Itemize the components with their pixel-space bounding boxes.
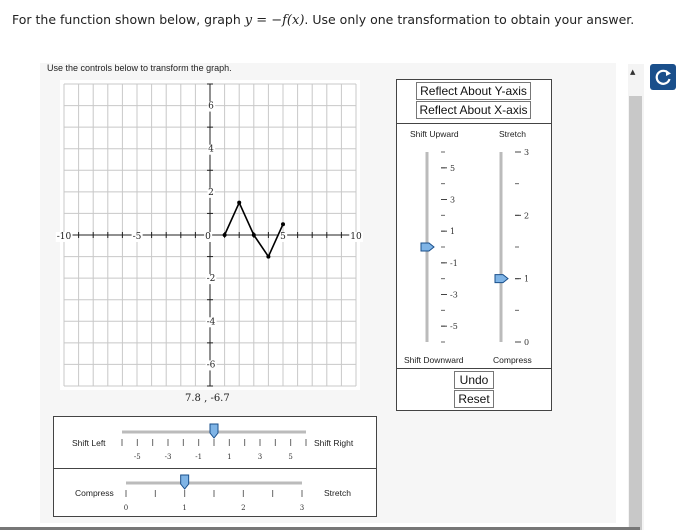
horizontal-stretch-tick-label: 0 [123,504,129,512]
panel-divider-top [397,123,551,124]
refresh-icon [650,64,676,90]
question-equation: y = −f(x) [244,13,305,28]
x-tick-label: -10 [56,232,72,242]
vertical-shift-tick-label: -1 [450,258,458,268]
horizontal-stretch-tick-label: 2 [241,504,246,512]
vertical-shift-tick-label: 1 [450,227,456,237]
function-vertex [266,255,270,259]
x-tick-label: 0 [205,232,211,242]
x-tick-label: 5 [280,232,286,242]
horizontal-shift-tick-label: 3 [257,453,263,461]
function-vertex [252,233,256,237]
horizontal-shift-slider[interactable] [116,417,312,467]
horizontal-shift-tick-label: -5 [133,453,141,461]
shift-left-label: Shift Left [72,438,106,448]
vertical-shift-tick-label: 3 [450,195,456,205]
y-tick-label: 4 [208,144,214,155]
compress-label-vertical: Compress [493,355,532,365]
scroll-up-arrow-icon[interactable]: ▲ [630,68,636,76]
y-tick-label: 6 [208,101,214,112]
y-tick-label: -2 [206,274,216,285]
horizontal-shift-tick-label: -3 [164,453,172,461]
vertical-shift-tick-label: -3 [450,290,458,300]
compress-label-horizontal: Compress [75,488,114,498]
vertical-stretch-slider[interactable] [489,142,539,352]
y-tick-label: -4 [206,317,216,328]
y-tick-label: 2 [208,187,214,198]
stretch-label-vertical: Stretch [499,129,526,139]
y-tick-label: -6 [206,360,216,371]
horizontal-controls-panel [53,416,377,517]
vertical-stretch-tick-label: 0 [524,338,530,347]
question-suffix: . Use only one transformation to obtain your answer. [304,12,635,27]
vertical-shift-slider[interactable] [415,142,465,352]
reset-button[interactable]: Reset [454,390,494,408]
graph-canvas[interactable] [56,80,362,390]
function-vertex [223,233,227,237]
function-vertex [281,222,285,226]
horizontal-shift-handle[interactable] [210,424,218,438]
x-tick-label: 10 [350,232,362,242]
stretch-label-horizontal: Stretch [324,488,351,498]
reflect-y-button[interactable]: Reflect About Y-axis [416,82,531,100]
question-text [12,12,634,28]
horizontal-stretch-slider[interactable] [116,468,312,518]
shift-upward-label: Shift Upward [410,129,459,139]
horizontal-shift-tick-label: -1 [195,453,203,461]
x-tick-label: -5 [132,232,142,242]
shift-right-label: Shift Right [314,438,354,448]
vertical-stretch-tick-label: 3 [524,148,530,157]
refresh-button[interactable] [650,64,676,90]
instruction-text: Use the controls below to transform the graph. [47,63,232,73]
horizontal-shift-tick-label: 1 [227,453,232,461]
vertical-stretch-tick-label: 1 [524,274,530,284]
panel-divider-bottom [397,368,551,369]
horizontal-stretch-tick-label: 1 [182,504,187,512]
question-prefix: For the function shown below, graph [12,12,245,27]
vertical-controls-panel [396,79,552,411]
undo-button[interactable]: Undo [454,371,494,389]
coordinate-readout: 7.8 , -6.7 [185,393,230,404]
reflect-x-button[interactable]: Reflect About X-axis [416,101,531,119]
vertical-shift-tick-label: -5 [450,322,458,332]
horizontal-stretch-handle[interactable] [181,475,189,489]
vertical-stretch-handle[interactable] [495,275,508,283]
horizontal-stretch-tick-label: 3 [299,504,305,512]
vertical-shift-tick-label: 5 [450,163,456,173]
horizontal-shift-tick-label: 5 [288,453,293,461]
shift-downward-label: Shift Downward [404,355,464,365]
vertical-stretch-tick-label: 2 [524,211,530,221]
function-vertex [237,201,241,205]
vertical-shift-handle[interactable] [421,243,434,251]
page-scrollbar-thumb[interactable] [629,96,642,530]
